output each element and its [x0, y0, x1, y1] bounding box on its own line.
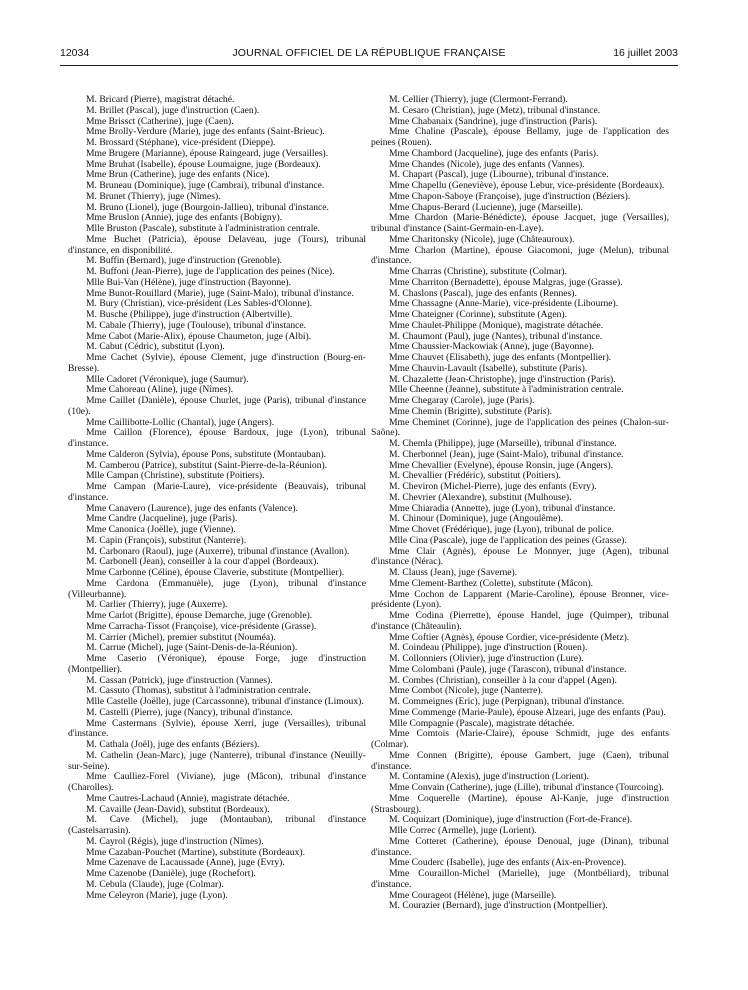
entry: Mme Caillibotte-Lollic (Chantal), juge (Angers). — [86, 416, 275, 428]
entry: M. Cathala (Joël), juge des enfants (Béziers). — [86, 739, 260, 750]
entry: Mme Carracha-Tissot (Françoise), vice-présidente (Grasse). — [86, 620, 317, 632]
entry: M. Buffoni (Jean-Pierre), juge de l'application des peines (Nice). — [86, 266, 335, 277]
entry: Mme Bruslon (Annie), juge des enfants (Bobigny). — [86, 212, 283, 224]
entry: M. Camberou (Patrice), substitut (Saint-Pierre-de-la-Réunion). — [86, 459, 328, 471]
entry: Mlle Correc (Armelle), juge (Lorient). — [389, 825, 537, 836]
entry: Mme Campan (Marie-Laure), vice-présidente (Beauvais), tribunal d'instance. — [68, 481, 366, 503]
entry: M. Cheviron (Michel-Pierre), juge des enfants (Evry). — [389, 481, 597, 492]
entry: Mme Coftier (Agnès), épouse Cordier, vice-présidente (Metz). — [389, 631, 630, 643]
entry: M. Cassan (Patrick), juge d'instruction (Vannes). — [86, 674, 273, 686]
entry: Mme Chaulet-Philippe (Monique), magistrate détachée. — [389, 319, 604, 331]
entry: M. Carlier (Thierry), juge (Auxerre). — [86, 599, 228, 611]
entry: Mlle Compagnie (Pascale), magistrate détachée. — [389, 717, 575, 729]
entry: Mme Chassagne (Anne-Marie), vice-présidente (Libourne). — [389, 298, 619, 310]
entry: Mme Cazenave de Lacaussade (Anne), juge (Evry). — [86, 857, 285, 869]
entry: Mme Courageot (Hélène), juge (Marseille). — [389, 889, 557, 901]
entry: Mlle Cheenne (Jeanne), substitute à l'administration centrale. — [389, 384, 624, 396]
entry: Mme Chabanaix (Sandrine), juge d'instruction (Paris). — [389, 115, 598, 127]
entry: M. Castelli (Pierre), juge (Nancy), tribunal d'instance. — [86, 706, 293, 718]
entry: Mme Chapellu (Geneviève), épouse Lebur, vice-présidente (Bordeaux). — [389, 180, 665, 191]
entry: Mme Bruhat (Isabelle), épouse Loumaigne, juge (Bordeaux). — [86, 158, 321, 170]
entry: Mme Cazenobe (Danièle), juge (Rochefort). — [86, 868, 256, 879]
entry: Mme Comtois (Marie-Claire), épouse Schmidt, juge des enfants (Colmar). — [371, 728, 669, 750]
entry: Mme Caulliez-Forel (Viviane), juge (Mâcon), tribunal d'instance (Charolles). — [68, 771, 366, 793]
entry: Mme Charras (Christine), substitute (Colmar). — [389, 266, 567, 277]
entry: Mme Convain (Catherine), juge (Lille), tribunal d'instance (Tourcoing). — [389, 782, 664, 793]
entry: M. Chevrier (Alexandre), substitut (Mulhouse). — [389, 491, 572, 503]
entry: Mme Calderon (Sylvia), épouse Pons, substitute (Montauban). — [86, 448, 327, 460]
entry: M. Cassuto (Thomas), substitut à l'administration centrale. — [86, 685, 311, 697]
entry: Mme Chandes (Nicole), juge des enfants (Vannes). — [389, 158, 585, 170]
entry: Mme Carbonne (Céline), épouse Claverie, substitute (Montpellier). — [86, 567, 345, 578]
entry: Mme Canonica (Joëlle), juge (Vienne). — [86, 524, 236, 535]
entry: Mme Chiaradia (Annette), juge (Lyon), tribunal d'instance. — [389, 502, 616, 514]
entry: Mme Brissct (Catherine), juge (Caen). — [86, 115, 234, 127]
entry: M. Bruno (Lionel), juge (Bourgoin-Jallieu), tribunal d'instance. — [86, 201, 329, 213]
entry: Mme Cotteret (Catherine), épouse Denoual, juge (Dinan), tribunal d'instance. — [371, 835, 669, 858]
entry: Mme Clement-Barthez (Colette), substitute (Mâcon). — [389, 577, 594, 589]
entry: M. Bricard (Pierre), magistrat détaché. — [86, 94, 235, 105]
page-number: 12034 — [60, 47, 90, 59]
entry: M. Chapart (Pascal), juge (Libourne), tribunal d'instance. — [389, 169, 609, 181]
entry: M. Cabale (Thierry), juge (Toulouse), tribunal d'instance. — [86, 319, 307, 331]
entry: Mme Charriton (Bernadette), épouse Malgras, juge (Grasse). — [389, 276, 623, 288]
entry: Mlle Bui-Van (Hélène), juge d'instruction (Bayonne). — [86, 276, 292, 288]
entry: M. Cavaille (Jean-David), substitut (Bordeaux). — [86, 803, 270, 815]
entry: Mme Couraillon-Michel (Marielle), juge (Montbéliard), tribunal d'instance. — [371, 868, 669, 890]
entry: M. Courazier (Bernard), juge d'instruction (Montpellier). — [389, 900, 608, 912]
entry: Mme Chapus-Berard (Lucienne), juge (Marseille). — [389, 201, 583, 213]
entry: Mme Cautres-Lachaud (Annie), magistrate détachée. — [86, 792, 290, 804]
entry: Mme Commenge (Marie-Paule), épouse Alzeari, juge des enfants (Pau). — [389, 706, 666, 718]
entry: Mme Brugere (Marianne), épouse Raingeard, juge (Versailles). — [86, 147, 329, 159]
entry: Mme Chardon (Marie-Bénédicte), épouse Jacquet, juge (Versailles), tribunal d'instance (Saint-Germain-en-Laye). — [371, 212, 669, 234]
entry: M. Commeignes (Eric), juge (Perpignan), tribunal d'instance. — [389, 696, 625, 707]
entry: Mme Castermans (Sylvie), épouse Xerri, juge (Versailles), tribunal d'instance. — [68, 717, 366, 740]
entry: Mme Cabot (Marie-Alix), épouse Chaumeton, juge (Albi). — [86, 330, 312, 342]
entry: Mme Chambord (Jacqueline), juge des enfants (Paris). — [389, 147, 599, 159]
entry: M. Chinour (Dominique), juge (Angoulême). — [389, 513, 563, 525]
entry: M. Carrier (Michel), premier substitut (Nouméa). — [86, 631, 276, 643]
entry: Mme Combot (Nicole), juge (Nanterre). — [389, 685, 543, 697]
entry: M. Chazalette (Jean-Christophe), juge d'instruction (Paris). — [389, 373, 616, 385]
entry: M. Brossard (Stéphane), vice-président (Dieppe). — [86, 137, 276, 148]
entry: M. Brillet (Pascal), juge d'instruction (Caen). — [86, 104, 260, 116]
entry: M. Cherbonnel (Jean), juge (Saint-Malo), tribunal d'instance. — [389, 448, 624, 460]
entry: Mme Celeyron (Marie), juge (Lyon). — [86, 889, 228, 901]
entry: M. Chaumont (Paul), juge (Nantes), tribunal d'instance. — [389, 330, 603, 342]
entry: M. Cesaro (Christian), juge (Metz), tribunal d'instance. — [389, 104, 601, 116]
entry: Mme Brun (Catherine), juge des enfants (Nice). — [86, 169, 270, 181]
entry: Mme Chauvin-Lavault (Isabelle), substitute (Paris). — [389, 362, 588, 374]
issue-date: 16 juillet 2003 — [613, 47, 678, 59]
entry: Mme Chauvet (Elisabeth), juge des enfants (Montpellier). — [389, 352, 612, 363]
entry: Mme Bunot-Rouillard (Marie), juge (Saint-Malo), tribunal d'instance. — [86, 287, 354, 299]
entry: Mme Coquerelle (Martine), épouse Al-Kanje, juge d'instruction (Strasbourg). — [371, 792, 669, 815]
entry: M. Cebula (Claude), juge (Colmar). — [86, 878, 224, 890]
entry: M. Bury (Christian), vice-président (Les Sables-d'Olonne). — [86, 298, 313, 310]
entry: M. Combes (Christian), conseiller à la cour d'appel (Agen). — [389, 674, 617, 686]
entry: Mme Colombani (Paule), juge (Tarascon), tribunal d'instance. — [389, 663, 627, 675]
entry: Mlle Castelle (Joëlle), juge (Carcassonne), tribunal d'instance (Limoux). — [86, 696, 364, 707]
entry: Mme Cachet (Sylvie), épouse Clement, juge d'instruction (Bourg-en-Bresse). — [68, 352, 366, 374]
entry: Mme Chaussier-Mackowiak (Anne), juge (Bayonne). — [389, 341, 594, 353]
entry: M. Cayrol (Régis), juge d'instruction (Nîmes). — [86, 835, 264, 847]
entry: Mme Cardona (Emmanuèle), juge (Lyon), tribunal d'instance (Villeurbanne). — [68, 577, 366, 600]
entry: M. Bruneau (Dominique), juge (Cambrai), tribunal d'instance. — [86, 180, 325, 191]
entry: Mme Chaline (Pascale), épouse Bellamy, juge de l'application des peines (Rouen). — [371, 126, 669, 148]
entry: Mlle Bruston (Pascale), substitute à l'administration centrale. — [86, 223, 321, 234]
entry: Mme Couderc (Isabelle), juge des enfants (Aix-en-Provence). — [389, 857, 627, 869]
entry: Mme Caillon (Florence), épouse Bardoux, juge (Lyon), tribunal d'instance. — [68, 427, 366, 449]
entry: M. Carbonell (Jean), conseiller à la cour d'appel (Bordeaux). — [86, 556, 319, 568]
entry: M. Chaslons (Pascal), juge des enfants (Rennes). — [389, 287, 577, 299]
entry: M. Contamine (Alexis), juge d'instruction (Lorient). — [389, 771, 589, 783]
journal-title: JOURNAL OFFICIEL DE LA RÉPUBLIQUE FRANÇAISE — [232, 47, 506, 59]
entry: Mme Codina (Pierrette), épouse Handel, juge (Quimper), tribunal d'instance (Châteaulin). — [371, 610, 669, 632]
entry: M. Cave (Michel), juge (Montauban), tribunal d'instance (Castelsarrasin). — [68, 814, 366, 836]
entry: M. Cathelin (Jean-Marc), juge (Nanterre), tribunal d'instance (Neuilly-sur-Seine). — [68, 749, 366, 772]
entry: Mlle Cina (Pascale), juge de l'application des peines (Grasse). — [389, 534, 627, 546]
entry: M. Busche (Philippe), juge d'instruction (Albertville). — [86, 309, 293, 320]
entry: Mme Chemin (Brigitte), substitute (Paris). — [389, 405, 553, 417]
entry: M. Chevallier (Frédéric), substitut (Poitiers). — [389, 470, 561, 482]
entry: Mme Brolly-Verdure (Marie), juge des enfants (Saint-Brieuc). — [86, 126, 325, 138]
entry: Mme Caserio (Véronique), épouse Forge, juge d'instruction (Montpellier). — [68, 653, 366, 675]
left-column — [68, 95, 366, 901]
entry: Mme Canavero (Laurence), juge des enfants (Valence). — [86, 502, 299, 514]
entry: Mme Chegaray (Carole), juge (Paris). — [389, 395, 535, 406]
entry: Mme Cochon de Lapparent (Marie-Caroline), épouse Bronner, vice-présidente (Lyon). — [371, 588, 669, 611]
entry: Mme Charlon (Martine), épouse Giacomoni, juge (Melun), tribunal d'instance. — [371, 244, 669, 267]
entry: Mlle Campan (Christine), substitute (Poitiers). — [86, 470, 265, 482]
right-column — [371, 95, 669, 912]
entry: M. Capin (François), substitut (Nanterre). — [86, 534, 247, 546]
entry: Mme Carlot (Brigitte), épouse Demarche, juge (Grenoble). — [86, 610, 313, 621]
entry: M. Coquizart (Dominique), juge d'instruction (Fort-de-France). — [389, 814, 633, 826]
entry: M. Collonniers (Olivier), juge d'instruction (Lure). — [389, 653, 584, 664]
entry: Mme Clair (Agnès), épouse Le Monnyer, juge (Agen), tribunal d'instance (Nérac). — [371, 545, 669, 568]
entry: M. Cabut (Cédric), substitut (Lyon). — [86, 341, 225, 353]
entry: Mme Buchet (Patricia), épouse Delaveau, juge (Tours), tribunal d'instance, en disponibilité. — [68, 233, 366, 256]
entry: Mme Cheminet (Corinne), juge de l'application des peines (Chalon-sur-Saône). — [371, 416, 669, 439]
entry: M. Buffin (Bernard), juge d'instruction (Grenoble). — [86, 255, 283, 267]
entry: M. Clauss (Jean), juge (Saverne). — [389, 567, 518, 578]
entry: M. Coindeau (Philippe), juge d'instruction (Rouen). — [389, 642, 588, 654]
entry: M. Cellier (Thierry), juge (Clermont-Ferrand). — [389, 94, 568, 105]
header-rule — [60, 65, 678, 66]
entry: M. Brunet (Thierry), juge (Nîmes). — [86, 190, 221, 202]
entry: Mme Chateigner (Corinne), substitute (Agen). — [389, 309, 567, 320]
entry: Mme Charitonsky (Nicole), juge (Châteauroux). — [389, 233, 575, 245]
entry: Mme Chapon-Saboye (Françoise), juge d'instruction (Béziers). — [389, 190, 631, 202]
entry: Mlle Cadoret (Véronique), juge (Saumur). — [86, 373, 249, 385]
entry: Mme Chovet (Frédérique), juge (Lyon), tribunal de police. — [389, 524, 614, 535]
entry: Mme Cahoreau (Aline), juge (Nîmes). — [86, 384, 234, 396]
entry: Mme Caillet (Danièle), épouse Churlet, juge (Paris), tribunal d'instance (10e). — [68, 395, 366, 417]
entry: M. Carrue (Michel), juge (Saint-Denis-de-la-Réunion). — [86, 642, 298, 654]
entry: Mme Cazaban-Pouchet (Martine), substitute (Bordeaux). — [86, 846, 305, 858]
entry: M. Chemla (Philippe), juge (Marseille), tribunal d'instance. — [389, 438, 617, 449]
entry: Mme Chevallier (Evelyne), épouse Ronsin, juge (Angers). — [389, 459, 614, 471]
entry: M. Carbonaro (Raoul), juge (Auxerre), tribunal d'instance (Avallon). — [86, 545, 350, 557]
page-header — [60, 45, 678, 63]
entry: Mme Candre (Jacqueline), juge (Paris). — [86, 513, 238, 525]
entry: Mme Connen (Brigitte), épouse Gambert, juge (Caen), tribunal d'instance. — [371, 749, 669, 772]
